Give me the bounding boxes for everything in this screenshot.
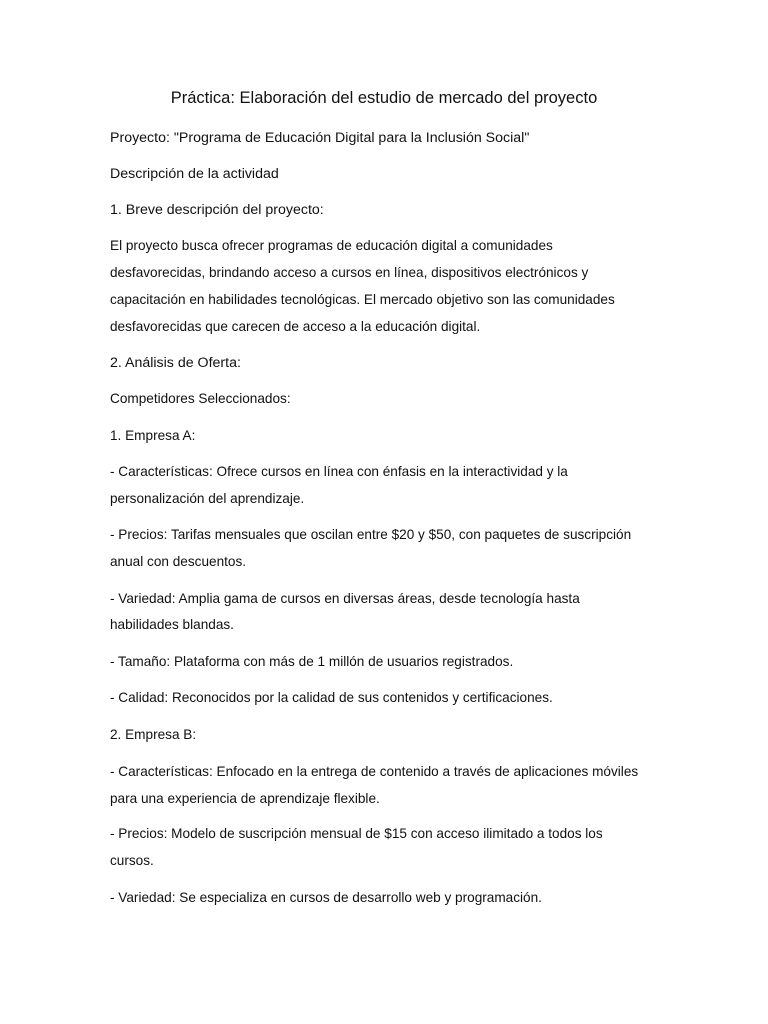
competitors-label: Competidores Seleccionados:: [110, 391, 291, 406]
company-a-precios-line-2: anual con descuentos.: [110, 554, 247, 569]
company-a-label: 1. Empresa A:: [110, 428, 196, 443]
section2-heading: 2. Análisis de Oferta:: [110, 355, 241, 371]
company-b-precios-line-1: - Precios: Modelo de suscripción mensual de $15 con acceso ilimitado a todos los: [110, 826, 603, 841]
document-title: Práctica: Elaboración del estudio de mercado del proyecto: [170, 89, 598, 107]
company-a-variedad-line-1: - Variedad: Amplia gama de cursos en diversas áreas, desde tecnología hasta: [110, 591, 580, 606]
company-b-variedad: - Variedad: Se especializa en cursos de desarrollo web y programación.: [110, 890, 542, 905]
section1-paragraph-line-2: desfavorecidas, brindando acceso a cursos en línea, dispositivos electrónicos y: [110, 265, 589, 280]
activity-heading: Descripción de la actividad: [110, 166, 279, 182]
section1-paragraph-line-3: capacitación en habilidades tecnológicas. El mercado objetivo son las comunidades: [110, 292, 615, 307]
company-b-caracteristicas-line-1: - Características: Enfocado en la entrega de contenido a través de aplicaciones móviles: [110, 764, 639, 779]
company-a-calidad: - Calidad: Reconocidos por la calidad de sus contenidos y certificaciones.: [110, 690, 553, 705]
company-b-precios-line-2: cursos.: [110, 853, 154, 868]
company-a-caracteristicas-line-2: personalización del aprendizaje.: [110, 491, 305, 506]
company-a-caracteristicas-line-1: - Características: Ofrece cursos en línea con énfasis en la interactividad y la: [110, 464, 568, 479]
company-a-variedad-line-2: habilidades blandas.: [110, 617, 234, 632]
section1-paragraph-line-1: El proyecto busca ofrecer programas de educación digital a comunidades: [110, 238, 553, 253]
project-line: Proyecto: "Programa de Educación Digital para la Inclusión Social": [110, 130, 530, 146]
section1-paragraph-line-4: desfavorecidas que carecen de acceso a la educación digital.: [110, 319, 481, 334]
company-b-caracteristicas-line-2: para una experiencia de aprendizaje flexible.: [110, 791, 380, 806]
company-a-precios-line-1: - Precios: Tarifas mensuales que oscilan entre $20 y $50, con paquetes de suscripción: [110, 527, 632, 542]
company-a-tamano: - Tamaño: Plataforma con más de 1 millón de usuarios registrados.: [110, 654, 514, 669]
company-b-label: 2. Empresa B:: [110, 727, 197, 742]
section1-heading: 1. Breve descripción del proyecto:: [110, 202, 324, 218]
